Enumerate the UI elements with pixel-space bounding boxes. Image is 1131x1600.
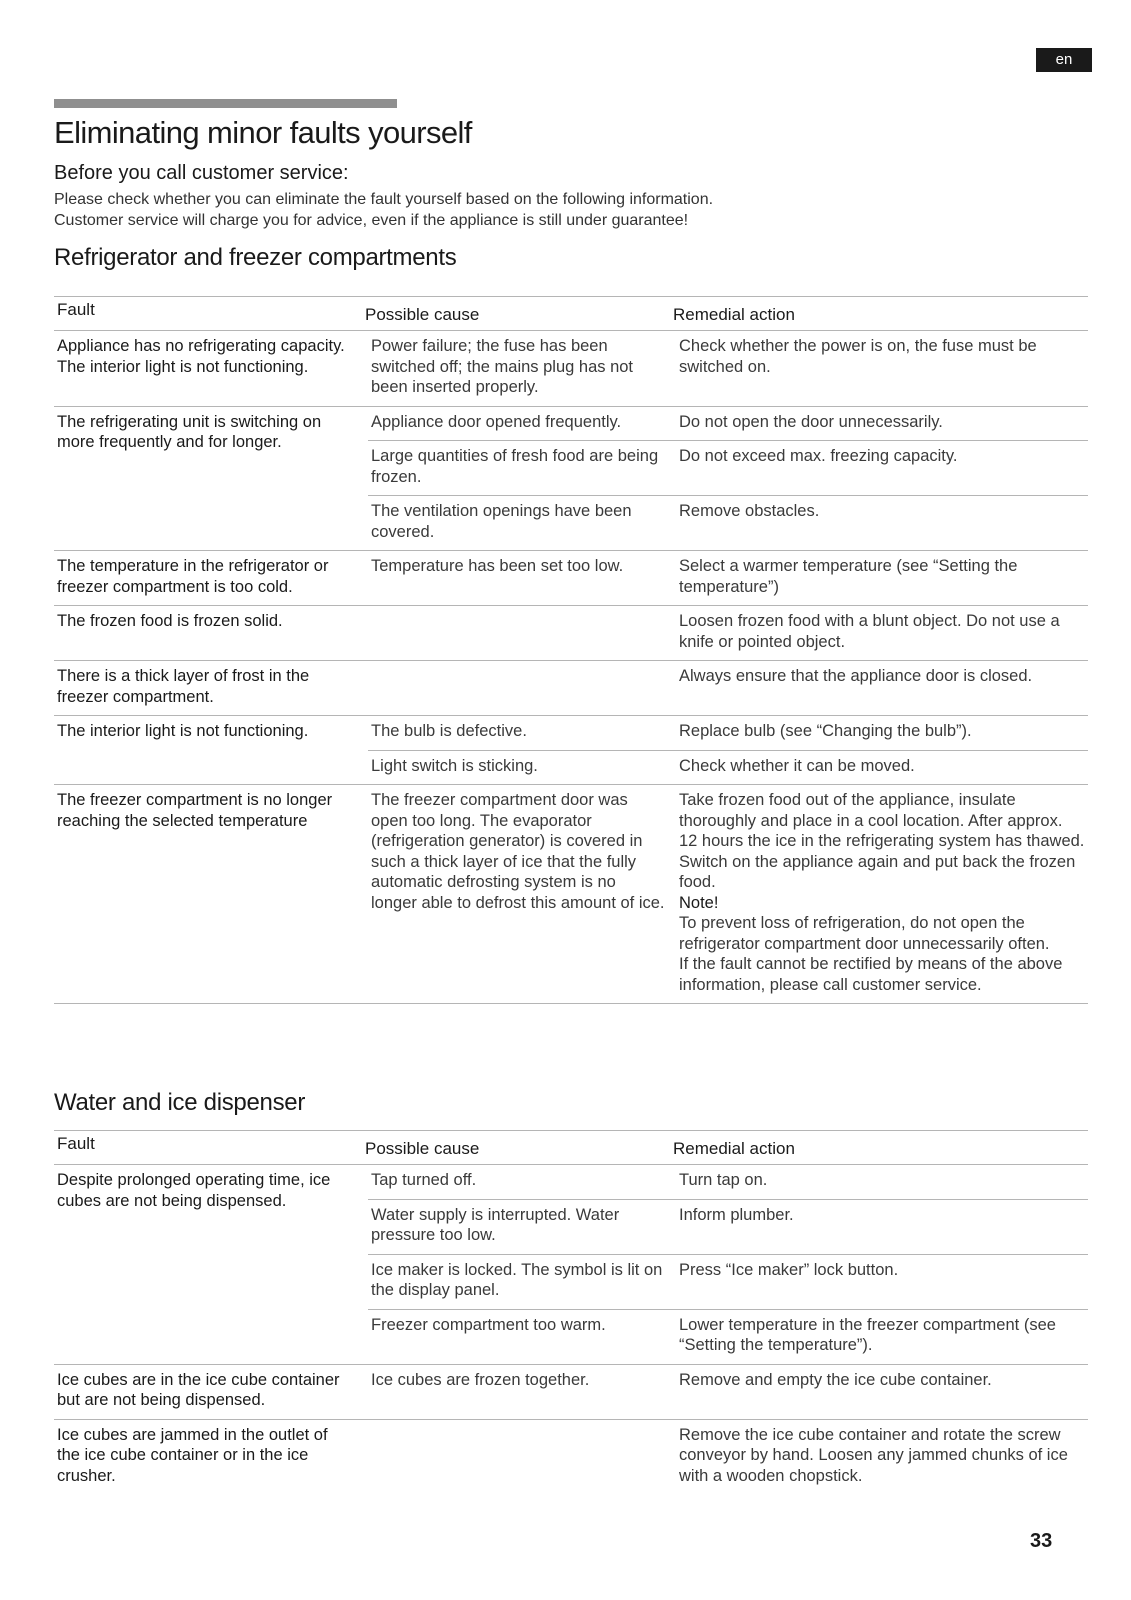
table-row [368, 1199, 1088, 1254]
table-row [368, 495, 1088, 550]
action-cell: Loosen frozen food with a blunt object. Do not use a knife or pointed object. [679, 612, 1060, 651]
action-cell: Replace bulb (see “Changing the bulb”). [679, 722, 972, 740]
fault-text: The frozen food is frozen solid. [57, 612, 283, 630]
cause-cell [368, 606, 668, 660]
action-cell: Press “Ice maker” lock button. [679, 1260, 899, 1279]
language-badge: en [1036, 48, 1092, 72]
fault-text: The refrigerating unit is switching on more frequently and for longer. [57, 412, 322, 451]
action-cell: Select a warmer temperature (see “Setting the temperature”) [679, 557, 1018, 596]
table-header [54, 296, 1088, 331]
fault-text: Ice cubes are jammed in the outlet of the ice cube container or in the ice crusher. [57, 1425, 328, 1485]
cause-cell [368, 1420, 668, 1495]
header-fault: Fault [57, 1134, 95, 1153]
table-row [368, 440, 1088, 495]
cause-cell: Ice cubes are frozen together. [371, 1370, 590, 1389]
page-subtitle: Before you call customer service: [54, 162, 349, 184]
fault-group [54, 606, 1088, 661]
cause-cell: Temperature has been set too low. [371, 557, 624, 575]
page-title: Eliminating minor faults yourself [54, 115, 472, 150]
fault-text: The freezer compartment is no longer reaching the selected temperature [57, 791, 333, 830]
table-row [368, 750, 1088, 785]
cause-cell: The bulb is defective. [371, 722, 527, 740]
action-cell: Do not open the door unnecessarily. [679, 412, 943, 431]
intro-line: Customer service will charge you for advice, even if the appliance is still under guarantee! [54, 211, 689, 229]
action-text: Take frozen food out of the appliance, insulate thoroughly and place in a cool location. After approx. 12 hours the ice in the refrigerating system has thawed. Switch on the appliance again and put back the frozen food. [679, 791, 1085, 891]
cause-cell: Water supply is interrupted. Water pressure too low. [371, 1205, 620, 1244]
fridge-fault-table [54, 296, 1088, 1004]
table-row [368, 551, 1088, 605]
fault-group [54, 1420, 1088, 1495]
cause-cell: Ice maker is locked. The symbol is lit on the display panel. [371, 1260, 663, 1299]
action-cell: Do not exceed max. freezing capacity. [679, 447, 958, 465]
fault-text: Despite prolonged operating time, ice cubes are not being dispensed. [57, 1171, 331, 1210]
header-fault: Fault [57, 300, 95, 319]
cause-cell: Large quantities of fresh food are being frozen. [371, 447, 659, 486]
cause-cell: Power failure; the fuse has been switched off; the mains plug has not been inserted properly. [371, 337, 634, 396]
header-action: Remedial action [673, 305, 795, 324]
table-row [368, 407, 1088, 441]
action-cell: Remove and empty the ice cube container. [679, 1370, 992, 1389]
fault-group [54, 661, 1088, 716]
header-cause: Possible cause [365, 1139, 480, 1158]
intro-text [54, 190, 1034, 231]
fault-text: There is a thick layer of frost in the freezer compartment. [57, 667, 310, 706]
title-rule [54, 99, 397, 108]
table-row [368, 1309, 1088, 1364]
fault-text: The interior light is not functioning. [57, 722, 309, 740]
fault-group [54, 1165, 1088, 1365]
action-cell: Remove the ice cube container and rotate the screw conveyor by hand. Loosen any jammed chunks of ice with a wooden chopstick. [679, 1425, 1068, 1485]
action-cell: Lower temperature in the freezer compartment (see “Setting the temperature”). [679, 1315, 1056, 1354]
fault-group [54, 407, 1088, 552]
section-title-water: Water and ice dispenser [54, 1089, 306, 1116]
cause-cell: The freezer compartment door was open too long. The evaporator (refrigeration generator) is covered in such a thick layer of ice that the fully automatic defrosting system is no longer able to defrost this amount of ice. [371, 791, 665, 912]
action-cell: Remove obstacles. [679, 502, 820, 520]
header-action: Remedial action [673, 1139, 795, 1158]
cause-cell: Appliance door opened frequently. [371, 412, 622, 431]
fault-text: Appliance has no refrigerating capacity. The interior light is not functioning. [57, 337, 345, 376]
table-row [368, 785, 1088, 1003]
table-row [368, 1420, 1088, 1495]
table-header [54, 1130, 1088, 1165]
note-text: To prevent loss of refrigeration, do not open the refrigerator compartment door unnecessarily often. [679, 914, 1050, 953]
fault-group [54, 331, 1088, 407]
header-cause: Possible cause [365, 305, 480, 324]
action-cell: Inform plumber. [679, 1205, 794, 1224]
fault-group [54, 716, 1088, 785]
service-text: If the fault cannot be rectified by means of the above information, please call customer service. [679, 955, 1063, 994]
table-row [368, 716, 1088, 750]
table-row [368, 1365, 1088, 1399]
fault-group [54, 551, 1088, 606]
action-cell: Check whether it can be moved. [679, 756, 915, 775]
table-row [368, 606, 1088, 660]
section-title-fridge: Refrigerator and freezer compartments [54, 244, 457, 271]
cause-cell: Freezer compartment too warm. [371, 1315, 606, 1334]
cause-cell: Light switch is sticking. [371, 756, 538, 775]
fault-text: The temperature in the refrigerator or freezer compartment is too cold. [57, 557, 329, 596]
fault-group [54, 1365, 1088, 1420]
action-cell: Check whether the power is on, the fuse must be switched on. [679, 337, 1037, 376]
cause-cell: Tap turned off. [371, 1171, 477, 1189]
action-cell [676, 785, 1088, 1003]
intro-line: Please check whether you can eliminate the fault yourself based on the following information. [54, 191, 714, 208]
fault-group [54, 785, 1088, 1004]
table-row [368, 1165, 1088, 1199]
page-number: 33 [1030, 1530, 1053, 1552]
table-row [368, 331, 1088, 406]
action-cell: Always ensure that the appliance door is closed. [679, 667, 1033, 685]
note-label: Note! [679, 893, 719, 912]
water-fault-table [54, 1130, 1088, 1494]
action-cell: Turn tap on. [679, 1171, 768, 1189]
cause-cell: The ventilation openings have been covered. [371, 502, 632, 541]
table-row [368, 661, 1088, 695]
cause-cell [368, 661, 668, 695]
table-row [368, 1254, 1088, 1309]
fault-text: Ice cubes are in the ice cube container but are not being dispensed. [57, 1370, 340, 1409]
